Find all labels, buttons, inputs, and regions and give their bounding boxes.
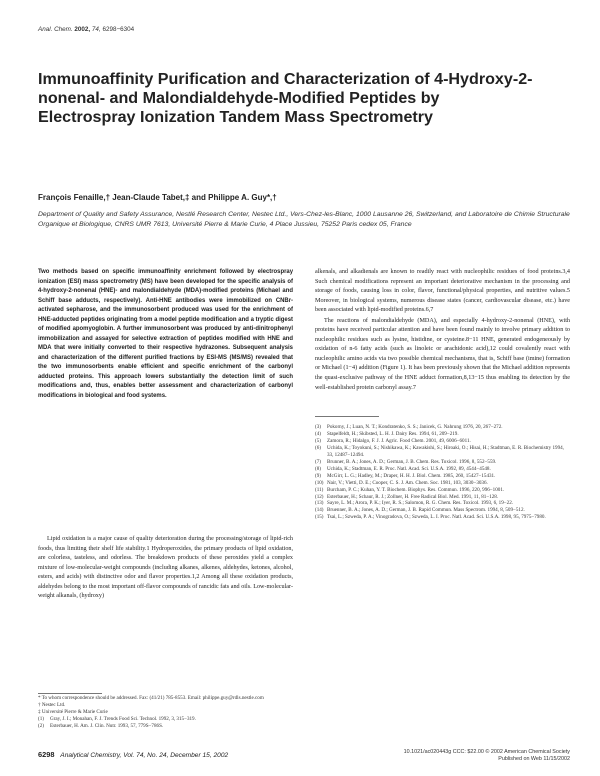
- reference-number: (4): [315, 430, 321, 437]
- journal-year: 2002,: [74, 26, 91, 33]
- reference-item: [315, 466, 570, 473]
- reference-item: [315, 514, 570, 521]
- footnote-upmc: ‡ Université Pierre & Marie Curie: [38, 708, 108, 715]
- reference-number: (7): [315, 458, 321, 465]
- author-list: François Fenaille,† Jean-Claude Tabet,‡ and Philippe A. Guy*,†: [38, 193, 277, 202]
- footnote-divider: [38, 693, 102, 694]
- reference-number: (14): [315, 507, 324, 514]
- reference-number: (1): [38, 715, 44, 722]
- page-footer: [38, 750, 228, 759]
- publication-date: Published on Web 11/15/2002: [498, 756, 570, 763]
- reference-number: (9): [315, 472, 321, 479]
- reference-item: [315, 480, 570, 487]
- reference-text: Gray, J. I.; Monahan, F. J. Trends Food Sci. Technol. 1992, 3, 315−319.: [50, 715, 196, 722]
- reference-number: (6): [315, 444, 321, 451]
- page-number: 6298: [38, 750, 55, 759]
- doi-price: 10.1021/ac020443g CCC: $22.00 © 2002 American Chemical Society: [403, 749, 570, 755]
- article-title: Immunoaffinity Purification and Characterization of 4-Hydroxy-2-nonenal- and Malondialdehyde-Modified Peptides by Electrospray Ionization Tandem Mass Spectrometry: [38, 70, 533, 126]
- abstract: Two methods based on specific immunoaffinity enrichment followed by electrospray ionization (ESI) mass spectrometry (MS) have been developed for the specific analysis of 4-hydroxy-2-nonenal (HNE)- and malondialdehyde (MDA)-modified proteins (Michael and Schiff base adducts, respectively). Anti-HNE antibodies were immobilized on CNBr-activated sepharose, and the immunosorbent produced was used for the enrichment of HNE-adducted peptides originating from a model peptide modification and a tryptic digest of modified apomyoglobin. A further immunosorbent was produced by anti-dinitrophenyl immobilization and assayed for selective extraction of peptides modified with HNE and MDA that were initially converted to their respective hydrazones. Subsequent analysis and characterization of the different purified fractions by ESI-MS (MS/MS) revealed that the two immunosorbents enable efficient and specific enrichment of the carbonyl adducted proteins. This approach lowers substantially the detection limit of such modifications and, thus, enables better assessment and characterization of carbonyl modifications in biological and food systems.: [38, 269, 293, 399]
- reference-item: [315, 487, 570, 494]
- reference-number: (8): [315, 465, 321, 472]
- journal-abbrev: Anal. Chem.: [38, 26, 73, 33]
- intro-paragraph: Lipid oxidation is a major cause of quality deterioration during the processing/storage of lipid-rich foods, thus limiting their shelf life stability.1 Hydroperoxides, the primary products of lipid oxidation, are colorless, tasteless, and odorless. The breakdown products of these peroxides yield a complex mixture of low-molecular-weight compounds (including alkanes, alkenes, aldehydes, ketones, alcohol, esters, and acids) with distinctive odor and flavor properties.1,2 Among all these oxidation products, aldehydes belong to the most important off-flavor compounds of rancidic fats and oils. Low-molecular-weight alkanals, (hydroxy): [38, 536, 293, 600]
- reference-text: Sayre, L. M.; Arora, P. K.; Iyer, R. S.; Salomon, R. G. Chem. Res. Toxicol. 1993, 6, 19−22.: [327, 500, 514, 507]
- affiliations: Department of Quality and Safety Assurance, Nestlé Research Center, Nestec Ltd., Vers-Chez-les-Blanc, 1000 Lausanne 26, Switzerland, and Laboratoire de Chimie Structurale Organique et Biologique, CNRS UMR 7613, Université Pierre & Marie Curie, 4 Place Jussieu, 75252 Paris cedex 05, France: [38, 211, 570, 228]
- reference-text: Uchida, K.; Toyokuni, S.; Nishikawa, K.; Kawakishi, S.; Hiroaki, O.; Hisai, H.; Stadtman, E. R. Biochemistry 1994, 33, 12487−12494.: [327, 444, 564, 458]
- reference-text: Stapelfeldt, H.; Skibsted, L. H. J. Dairy Res. 1994, 61, 209−219.: [327, 430, 459, 437]
- journal-volume: 74,: [91, 26, 101, 33]
- reference-item: [315, 431, 570, 438]
- reference-item: [315, 438, 570, 445]
- reference-number: (11): [315, 486, 324, 493]
- footnote-nestec: † Nestec Ltd.: [38, 701, 66, 708]
- reference-number: (3): [315, 424, 321, 430]
- reference-item: [38, 723, 293, 730]
- reference-text: Zamora, R.; Hidalgo, F. J. J. Agric. Food Chem. 2001, 49, 6006−6011.: [327, 437, 471, 444]
- reference-item: [315, 424, 570, 431]
- reference-item: [315, 494, 570, 501]
- reference-number: (10): [315, 479, 324, 486]
- reference-number: (5): [315, 437, 321, 444]
- reference-text: Esterbauer, H.; Schaur, R. J.; Zollner, H. Free Radical Biol. Med. 1991, 11, 81−128.: [327, 493, 499, 500]
- reference-item: [38, 716, 293, 723]
- reference-text: Bruenner, B. A.; Jones, A. D.; German, J. B. Rapid Commun. Mass Spectrom. 1994, 8, 509−512.: [327, 507, 525, 514]
- references-divider: [315, 416, 379, 417]
- body-paragraph: The reactions of malondialdehyde (MDA), and especially 4-hydroxy-2-nonenal (HNE), with proteins have received particular attention and have been found mainly to involve primary addition to nucleophilic residues such as lysine, histidine, or cysteine.8−11 HNE, generated endogeneously by oxidation of n-6 fatty acids (such as linoleic or arachidonic acid),12 could covalently react with nucleophilic amino acids via two possible chemical mechanisms, that is, Schiff base (imine) formation or Michael (1−4) addition (Figure 1). It has been previously shown that the Michael addition represents the quasi-exclusive pathway of the HNE adduct formation,8,13−15 thus enabling its detection by the well-established protein carbonyl assay.7: [315, 317, 570, 391]
- right-column-body: [315, 268, 570, 393]
- reference-text: Burcham, P. C.; Kuhan, Y. T. Biochem. Biophys. Res. Commun. 1996, 220, 996−1001.: [327, 486, 505, 493]
- reference-text: Brunner, B. A.; Jones, A. D.; German, J. B. Chem. Res. Toxicol. 1996, 8, 552−559.: [327, 458, 497, 465]
- reference-text: Uchida, K.; Stadtman, E. R. Proc. Natl. Acad. Sci. U.S.A. 1992, 89, 4544−4548.: [327, 465, 491, 472]
- reference-number: (12): [315, 493, 324, 500]
- reference-item: [315, 507, 570, 514]
- reference-text: Esterbauer, H. Am. J. Clin. Nutr. 1993, 57, 779S−786S.: [50, 722, 164, 729]
- reference-number: (15): [315, 514, 324, 521]
- journal-pages: 6298−6304: [102, 26, 135, 33]
- journal-citation: [38, 26, 134, 33]
- reference-item: [315, 459, 570, 466]
- reference-item: [315, 473, 570, 480]
- footnote-correspondence: * To whom correspondence should be addressed. Fax: (41/21) 785-8553. Email: philippe.guy@rdls.nestle.com: [38, 695, 264, 701]
- reference-number: (13): [315, 500, 324, 507]
- reference-text: Tsai, L.; Szweda, P. A.; Vinogradova, O.; Szweda, L. I. Proc. Natl. Acad. Sci. U.S.A. 1998, 95, 7975−7980.: [327, 514, 546, 521]
- journal-issue: Analytical Chemistry, Vol. 74, No. 24, December 15, 2002: [60, 752, 229, 759]
- body-paragraph: alkenals, and alkadienals are known to readily react with nucleophilic residues of food proteins.3,4 Such chemical modifications represent an important deteriorative mechanism in the processing and storage of foods, causing loss in color, flavor, functional/physical properties, and nutritive values.5 Moreover, in biological systems, numerous disease states (cancer, cardiovascular disease, etc.) have been associated with lipid-modified proteins.6,7: [315, 269, 570, 314]
- reference-item: [315, 500, 570, 507]
- reference-list: [315, 424, 570, 521]
- reference-text: Nair, V.; Vietti, D. E.; Cooper, C. S. J. Am. Chem. Soc. 1981, 103, 3030−3036.: [327, 479, 488, 486]
- left-footnotes: [38, 695, 293, 730]
- reference-number: (2): [38, 722, 44, 729]
- reference-text: Pokorny, J.; Luan, N. T.; Kondratenko, S. S.; Janicek, G. Nahrung 1976, 20, 267−272.: [327, 424, 503, 430]
- reference-text: McGirr, L. G.; Hadley, M.; Draper, H. H. J. Biol. Chem. 1985, 260, 15427−15431.: [327, 472, 496, 479]
- reference-item: [315, 445, 570, 459]
- publication-info: [360, 749, 570, 764]
